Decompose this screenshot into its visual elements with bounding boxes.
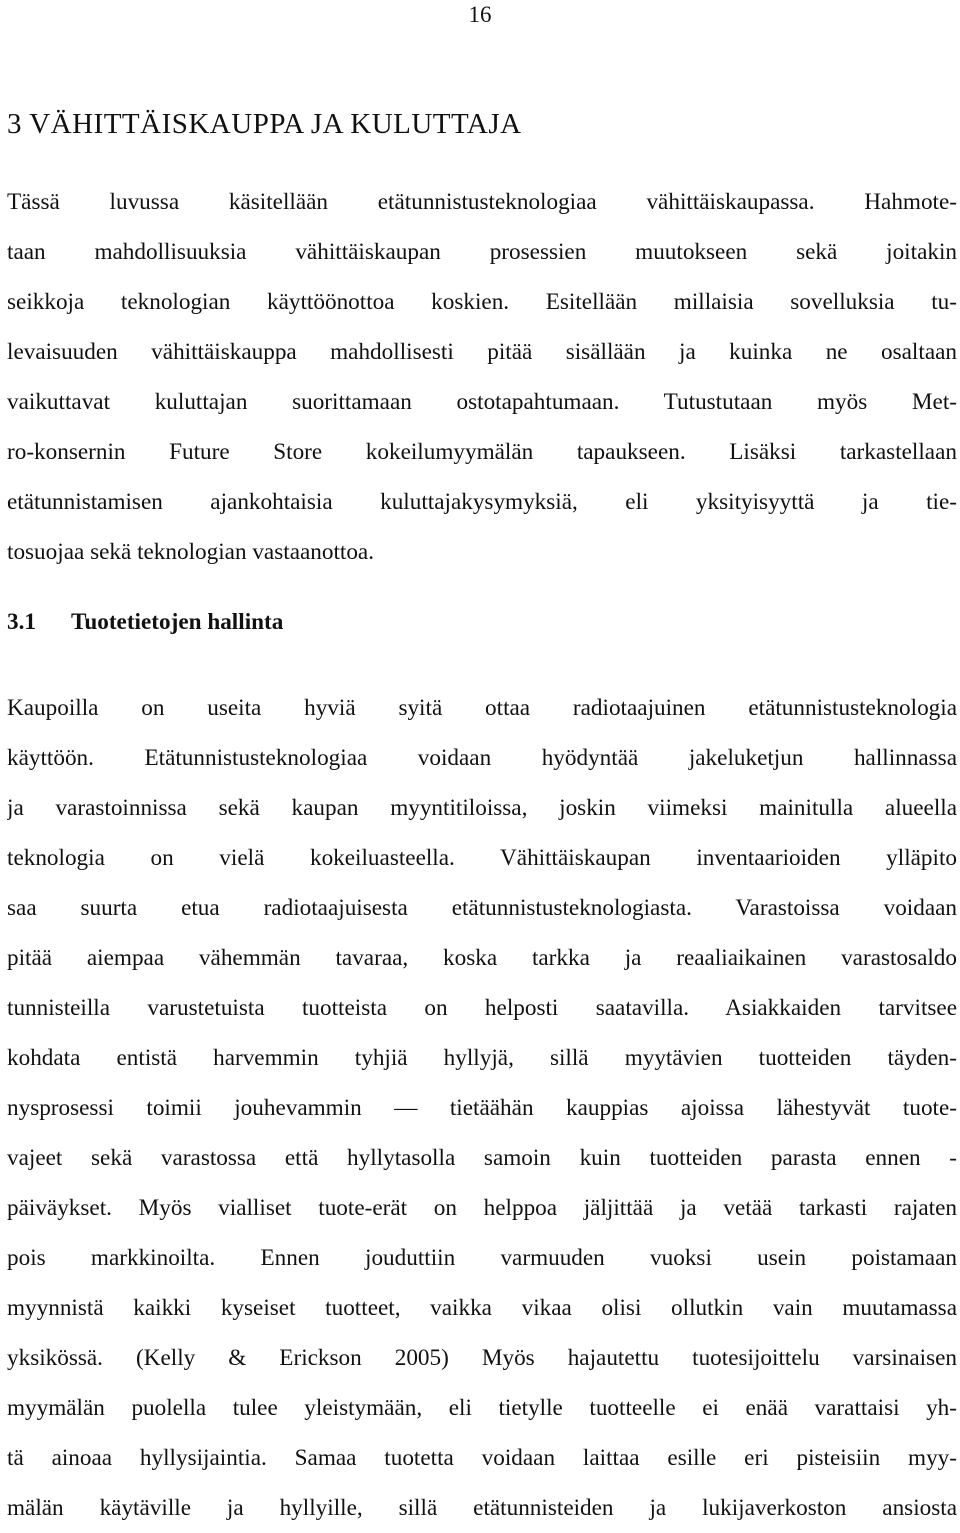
intro-line: seikkoja teknologian käyttöönottoa koskien. Esitellään millaisia sovelluksia tu- — [7, 289, 957, 315]
body-line: ja varastoinnissa sekä kaupan myyntitiloissa, joskin viimeksi mainitulla alueella — [7, 795, 957, 821]
section-title: Tuotetietojen hallinta — [71, 609, 284, 635]
section-heading — [7, 597, 283, 647]
body-line: tunnisteilla varustetuista tuotteista on helposti saatavilla. Asiakkaiden tarvitsee — [7, 995, 957, 1021]
body-line: Kaupoilla on useita hyviä syitä ottaa radiotaajuinen etätunnistusteknologia — [7, 695, 957, 721]
intro-line: Tässä luvussa käsitellään etätunnistusteknologiaa vähittäiskaupassa. Hahmote- — [7, 189, 957, 215]
intro-paragraph — [7, 177, 957, 577]
body-line: myymälän puolella tulee yleistymään, eli tietylle tuotteelle ei enää varattaisi yh- — [7, 1395, 957, 1421]
chapter-title: 3 VÄHITTÄISKAUPPA JA KULUTTAJA — [7, 108, 522, 140]
intro-line: ro-konsernin Future Store kokeilumyymälän tapaukseen. Lisäksi tarkastellaan — [7, 439, 957, 465]
body-line: myynnistä kaikki kyseiset tuotteet, vaikka vikaa olisi ollutkin vain muutamassa — [7, 1295, 957, 1321]
section-number: 3.1 — [7, 609, 36, 635]
intro-line: vaikuttavat kuluttajan suorittamaan ostotapahtumaan. Tutustutaan myös Met- — [7, 389, 957, 415]
page-number: 16 — [468, 2, 492, 27]
body-line: vajeet sekä varastossa että hyllytasolla samoin kuin tuotteiden parasta ennen - — [7, 1145, 957, 1171]
intro-line: levaisuuden vähittäiskauppa mahdollisesti pitää sisällään ja kuinka ne osaltaan — [7, 339, 957, 365]
intro-line: etätunnistamisen ajankohtaisia kuluttajakysymyksiä, eli yksityisyyttä ja tie- — [7, 489, 957, 515]
body-line: käyttöön. Etätunnistusteknologiaa voidaan hyödyntää jakeluketjun hallinnassa — [7, 745, 957, 771]
body-line: yksikössä. (Kelly & Erickson 2005) Myös hajautettu tuotesijoittelu varsinaisen — [7, 1345, 957, 1371]
intro-line: tosuojaa sekä teknologian vastaanottoa. — [7, 539, 375, 565]
body-line: kohdata entistä harvemmin tyhjiä hyllyjä, sillä myytävien tuotteiden täyden- — [7, 1045, 957, 1071]
body-line: tä ainoaa hyllysijaintia. Samaa tuotetta voidaan laittaa esille eri pisteisiin myy- — [7, 1445, 957, 1471]
body-line: pois markkinoilta. Ennen jouduttiin varmuuden vuoksi usein poistamaan — [7, 1245, 957, 1271]
intro-line: taan mahdollisuuksia vähittäiskaupan prosessien muutokseen sekä joitakin — [7, 239, 957, 265]
section-paragraph — [7, 683, 957, 1533]
body-line: teknologia on vielä kokeiluasteella. Vähittäiskaupan inventaarioiden ylläpito — [7, 845, 957, 871]
body-line: nysprosessi toimii jouhevammin — tietäähän kauppias ajoissa lähestyvät tuote- — [7, 1095, 957, 1121]
body-line: saa suurta etua radiotaajuisesta etätunnistusteknologiasta. Varastoissa voidaan — [7, 895, 957, 921]
body-line: päiväykset. Myös vialliset tuote-erät on helppoa jäljittää ja vetää tarkasti rajaten — [7, 1195, 957, 1221]
body-line: pitää aiempaa vähemmän tavaraa, koska tarkka ja reaaliaikainen varastosaldo — [7, 945, 957, 971]
body-line: mälän käytäville ja hyllyille, sillä etätunnisteiden ja lukijaverkoston ansiosta — [7, 1495, 957, 1521]
